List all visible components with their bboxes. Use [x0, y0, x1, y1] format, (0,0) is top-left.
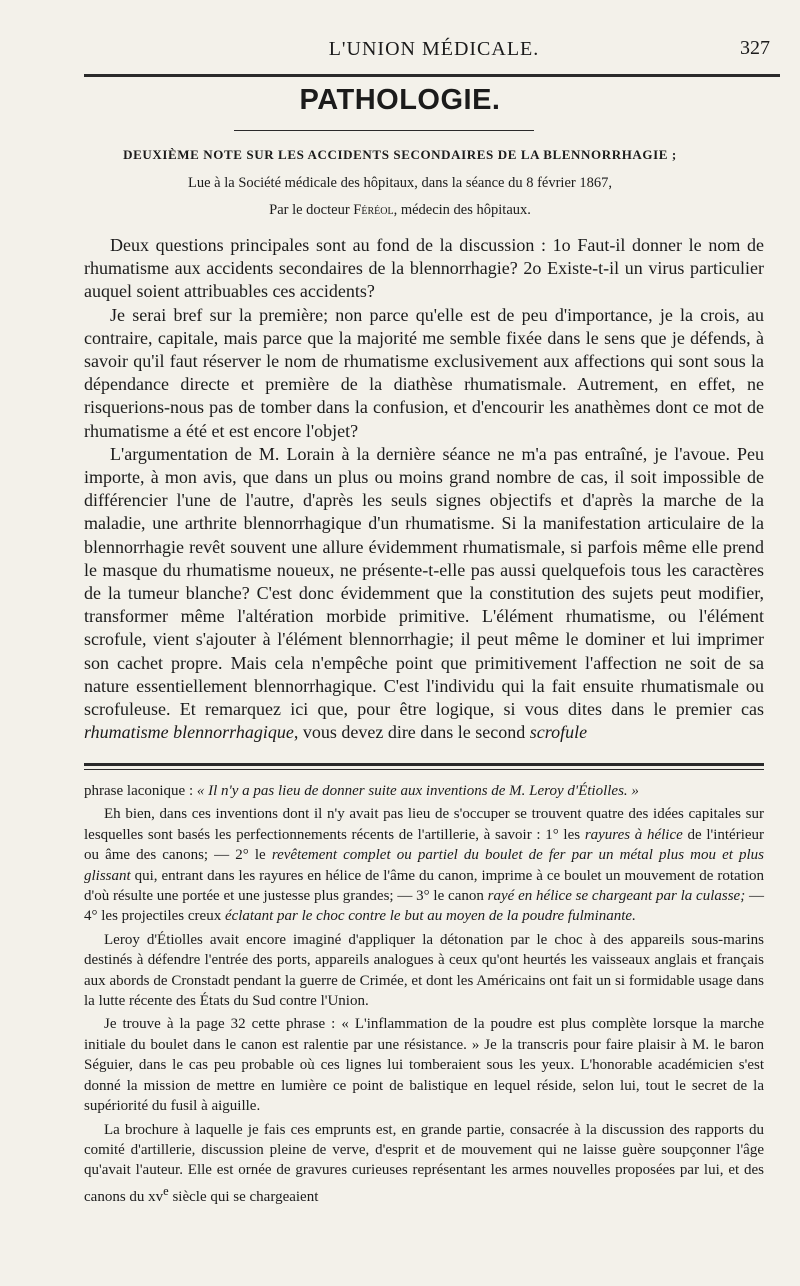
feuilleton-emphasis: rayures à hélice [584, 826, 683, 843]
feuilleton-emphasis: « Il n'y a pas lieu de donner suite aux inventions de M. Leroy d'Étiolles. » [196, 783, 639, 799]
feuilleton [84, 781, 764, 1210]
feuilleton-paragraph: Leroy d'Étiolles avait encore imaginé d'appliquer la détonation par le choc à des appareils sous-marins destinés à défendre l'entrée des ports, appareils analogues à ceux qu'ont heurtés les vaisseaux anglais et français aux abords de Cronstadt pendant la guerre de Crimée, et dont les Américains ont fait un si formidable usage dans la lutte récente des États du Sud contre l'Union. [84, 931, 764, 1010]
author-prefix: Par le docteur [269, 202, 350, 218]
page-number: 327 [740, 37, 770, 59]
feuilleton-text-run: de l'intérieur ou âme des canons; — 2° le [84, 826, 765, 864]
body-text-run: , vous devez dire dans le second [293, 722, 526, 743]
body-paragraph: Je serai bref sur la première; non parce qu'elle est de peu d'importance, je la crois, au contraire, capitale, mais parce que la majorité me semble fixée dans le sens que je défends, à savoir qu'il faut réserver le nom de rhumatisme exclusivement aux affections qui sont sous la dépendance directe et première de la diathèse rhumatismale. Autrement, en effet, ne risquerions-nous pas de tomber dans la confusion, et d'encourir les anathèmes dont ce mot de rhumatisme a été et est encore l'objet? [84, 304, 764, 441]
article-title: DEUXIÈME NOTE SUR LES ACCIDENTS SECONDAIRES DE LA BLENNORRHAGIE ; [123, 147, 677, 162]
article-body [84, 234, 764, 744]
body-paragraph [84, 443, 764, 745]
feuilleton-emphasis: rayé en hélice se chargeant par la culasse; [487, 888, 746, 905]
running-head [84, 34, 784, 64]
body-emphasis: scrofule [529, 722, 588, 743]
body-text-run: L'argumentation de M. Lorain à la dernière séance ne m'a pas entraîné, je l'avoue. Peu importe, à mon avis, que dans un plus ou moins grand nombre de cas, il soit impossible de différencier l'une de l'autre, d'après les seuls signes objectifs et d'après la marche de la maladie, une arthrite blennorrhagique d'un rhumatisme. Si la manifestation articulaire de la blennorrhagie revêt souvent une allure évidemment rhumatismale, si parfois même elle prend le masque du rhumatisme noueux, ne présente-t-elle pas aussi quelquefois tous les caractères de la tumeur blanche? C'est donc évidemment que la constitution des sujets peut modifier, transformer même l'altération morbide primitive. L'élément rhumatisme, ou l'élément scrofule, vient s'ajouter à l'élément blennorrhagie; il peut même le dominer et lui imprimer son cachet propre. Mais cela n'empêche point que primitivement l'affection ne soit de sa nature essentiellement blennorrhagique. C'est l'individu qui la fait ensuite rhumatismale ou scrofuleuse. Et remarquez ici que, pour être logique, si vous dites dans le premier cas [84, 443, 764, 720]
feuilleton-text-run: Eh bien, dans ces inventions dont il n'y avait pas lieu de s'occuper se trouvent quatre des idées capitales sur lesquelles sont basés les perfectionnements récents de l'artillerie, à savoir : 1° les [84, 806, 764, 843]
feuilleton-paragraph: Je trouve à la page 32 cette phrase : « L'inflammation de la poudre est plus complète lorsque la marche initiale du boulet dans le canon est ralentie par une résistance. » Je la transcris pour faire plaisir à M. le baron Séguier, dans le cas peu probable où ces lignes lui tomberaient sous les yeux. L'honorable académicien s'est donné la mission de mettre en lumière ce point de balistique en lequel réside, selon lui, tout le secret de la supériorité du fusil à aiguille. [84, 1016, 764, 1115]
feuilleton-emphasis: éclatant par le choc contre le but au moyen de la poudre fulminante. [224, 908, 636, 925]
feuilleton-rule-thin [84, 769, 764, 770]
author-name: Féréol [353, 202, 394, 218]
running-title: L'UNION MÉDICALE. [328, 38, 540, 60]
feuilleton-text-run: La brochure à laquelle je fais ces emprunts est, en grande partie, consacrée à la discussion des rapports du comité d'artillerie, discussion pleine de verve, d'esprit et de mouvement qui ne laisse guère soupçonner l'âge qu'avait l'auteur. Elle est ornée de gravures curieuses représentant les armes nouvelles proposées par lui, et des canons du xv [84, 1121, 764, 1205]
body-emphasis: rhumatisme blennorrhagique [84, 722, 294, 743]
article-author [0, 202, 800, 219]
feuilleton-superscript: e [163, 1183, 169, 1198]
feuilleton-paragraph [84, 781, 764, 801]
feuilleton-text-run: qui, entrant dans les rayures en hélice de l'âme du canon, imprime à ce boulet un mouvement de rotation d'où résulte une portée et une justesse plus grandes; — 3° le canon [84, 867, 765, 905]
section-rule [234, 130, 534, 131]
article-subtitle: Lue à la Société médicale des hôpitaux, dans la séance du 8 février 1867, [188, 175, 612, 191]
feuilleton-emphasis: revêtement complet ou partiel du boulet de fer par un métal plus mou et plus glissant [84, 847, 765, 884]
feuilleton-paragraph [84, 804, 764, 926]
feuilleton-text-run: siècle qui se chargeaient [172, 1188, 319, 1205]
header-rule [84, 74, 780, 77]
feuilleton-paragraph [84, 1120, 764, 1208]
feuilleton-text-run: — 4° les projectiles creux [84, 888, 765, 925]
section-title: PATHOLOGIE. [299, 84, 501, 116]
author-suffix: , médecin des hôpitaux. [393, 202, 531, 218]
feuilleton-rule-thick [84, 763, 764, 766]
body-paragraph: Deux questions principales sont au fond de la discussion : 1o Faut-il donner le nom de rhumatisme aux accidents secondaires de la blennorrhagie? 2o Existe-t-il un virus particulier auquel soient attribuables ces accidents? [84, 235, 764, 302]
feuilleton-text-run: phrase laconique : [84, 783, 197, 799]
